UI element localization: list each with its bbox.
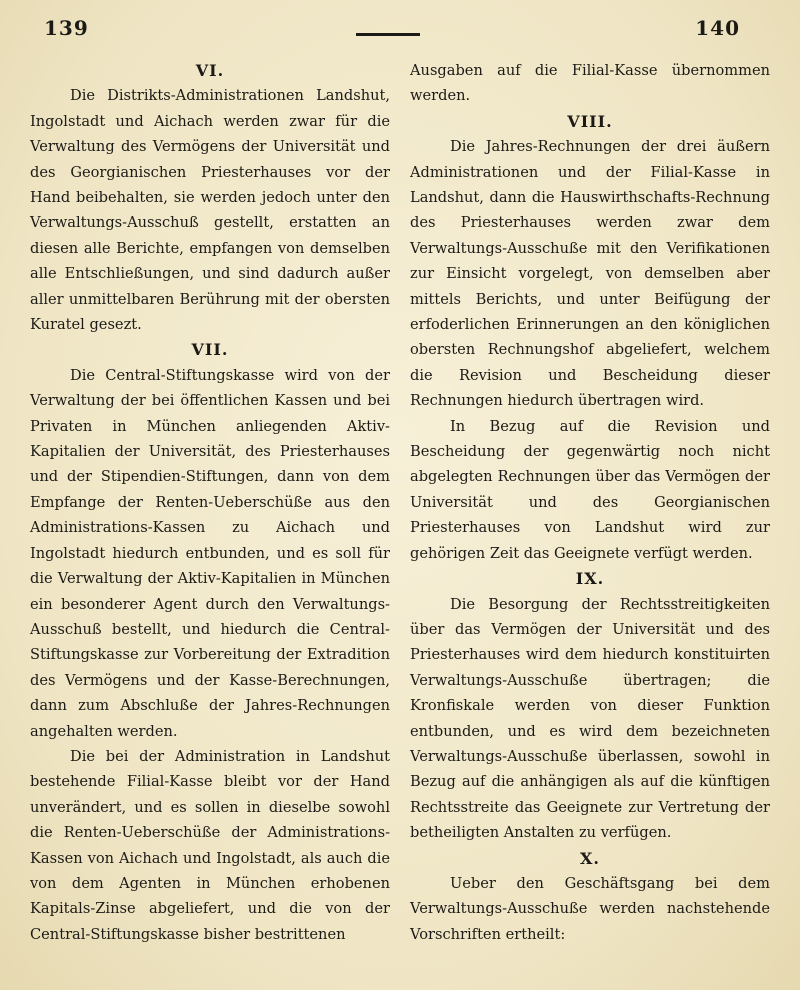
page-number-right: 140 [695,16,740,40]
section-viii-paragraph-2: In Bezug auf die Revision und Bescheidung der gegenwärtig noch nicht abgelegten Rechnungen über das Vermögen der Universität und des Georgianischen Priesterhauses von Landshut wird zur gehörigen Zeit das Geeignete verfügt werden. [410,417,770,562]
section-heading-ix: IX. [575,569,605,589]
section-x-paragraph: Ueber den Geschäftsgang bei dem Verwaltungs-Ausschuße werden nachstehende Vorschriften ertheilt: [410,874,770,943]
section-vii-paragraph-1: Die Central-Stiftungskasse wird von der Verwaltung der bei öffentlichen Kassen und bei Privaten in München anliegenden Aktiv-Kapitalien der Universität, des Priesterhauses und der Stipendien-Stiftungen, dann von dem Empfange der Renten-Ueberschüße aus den Administrations-Kassen zu Aichach und Ingolstadt hiedurch entbunden, und es soll für die Verwaltung der Aktiv-Kapitalien in München ein besonderer Agent durch den Verwaltungs-Ausschuß bestellt, und hiedurch die Central-Stiftungskasse zur Vorbereitung der Extradition des Vermögens und der Kasse-Berechnungen, dann zum Abschluße der Jahres-Rechnungen angehalten werden. [30,366,390,740]
section-vi-paragraph: Die Distrikts-Administrationen Landshut, Ingolstadt und Aichach werden zwar für die Verwaltung des Vermögens der Universität und des Georgianischen Priesterhauses vor der Hand beibehalten, sie werden jedoch unter den Verwaltungs-Ausschuß gestellt, erstatten an diesen alle Berichte, empfangen von demselben alle Entschließungen, und sind dadurch außer aller unmittelbaren Berührung mit der obersten Kuratel gesezt. [30,87,390,334]
section-heading-viii: VIII. [567,111,613,131]
section-vii-paragraph-2: Die bei der Administration in Landshut bestehende Filial-Kasse bleibt vor der Hand unverändert, und es sollen in dieselbe sowohl die Renten-Ueberschüße der Administrations-Kassen von Aichach und Ingolstadt, als auch die von dem Agenten in München erhobenen Kapitals-Zinse abgeliefert, und die von der Central-Stiftungskasse bisher bestrittenen [30,747,390,943]
page-number-left: 139 [44,16,89,40]
section-ix-paragraph: Die Besorgung der Rechtsstreitigkeiten über das Vermögen der Universität und des Priesterhauses wird dem hiedurch konstituirten Verwaltungs-Ausschuße übertragen; die Kronfiskale werden von dieser Funktion entbunden, und es wird dem bezeichneten Verwaltungs-Ausschuße überlassen, sowohl in Bezug auf die anhängigen als auf die künftigen Rechtsstreite das Geeignete zur Vertretung der betheiligten Anstalten zu verfügen. [410,595,770,842]
left-page-column [30,58,390,947]
header-rule [356,33,420,36]
section-vii-continuation: Ausgaben auf die Filial-Kasse übernommen werden. [410,62,770,105]
section-heading-vii: VII. [191,340,229,360]
right-page-column [410,58,770,947]
section-heading-vi: VI. [195,61,225,80]
section-heading-x: X. [580,848,600,868]
section-viii-paragraph-1: Die Jahres-Rechnungen der drei äußern Administrationen und der Filial-Kasse in Landshut, dann die Hauswirthschafts-Rechnung des Priesterhauses werden zwar dem Verwaltungs-Ausschuße mit den Verifikationen zur Einsicht vorgelegt, von demselben aber mittels Berichts, und unter Beifügung der erfoderlichen Erinnerungen an den königlichen obersten Rechnungshof abgeliefert, welchem die Revision und Bescheidung dieser Rechnungen hiedurch übertragen wird. [410,138,770,410]
